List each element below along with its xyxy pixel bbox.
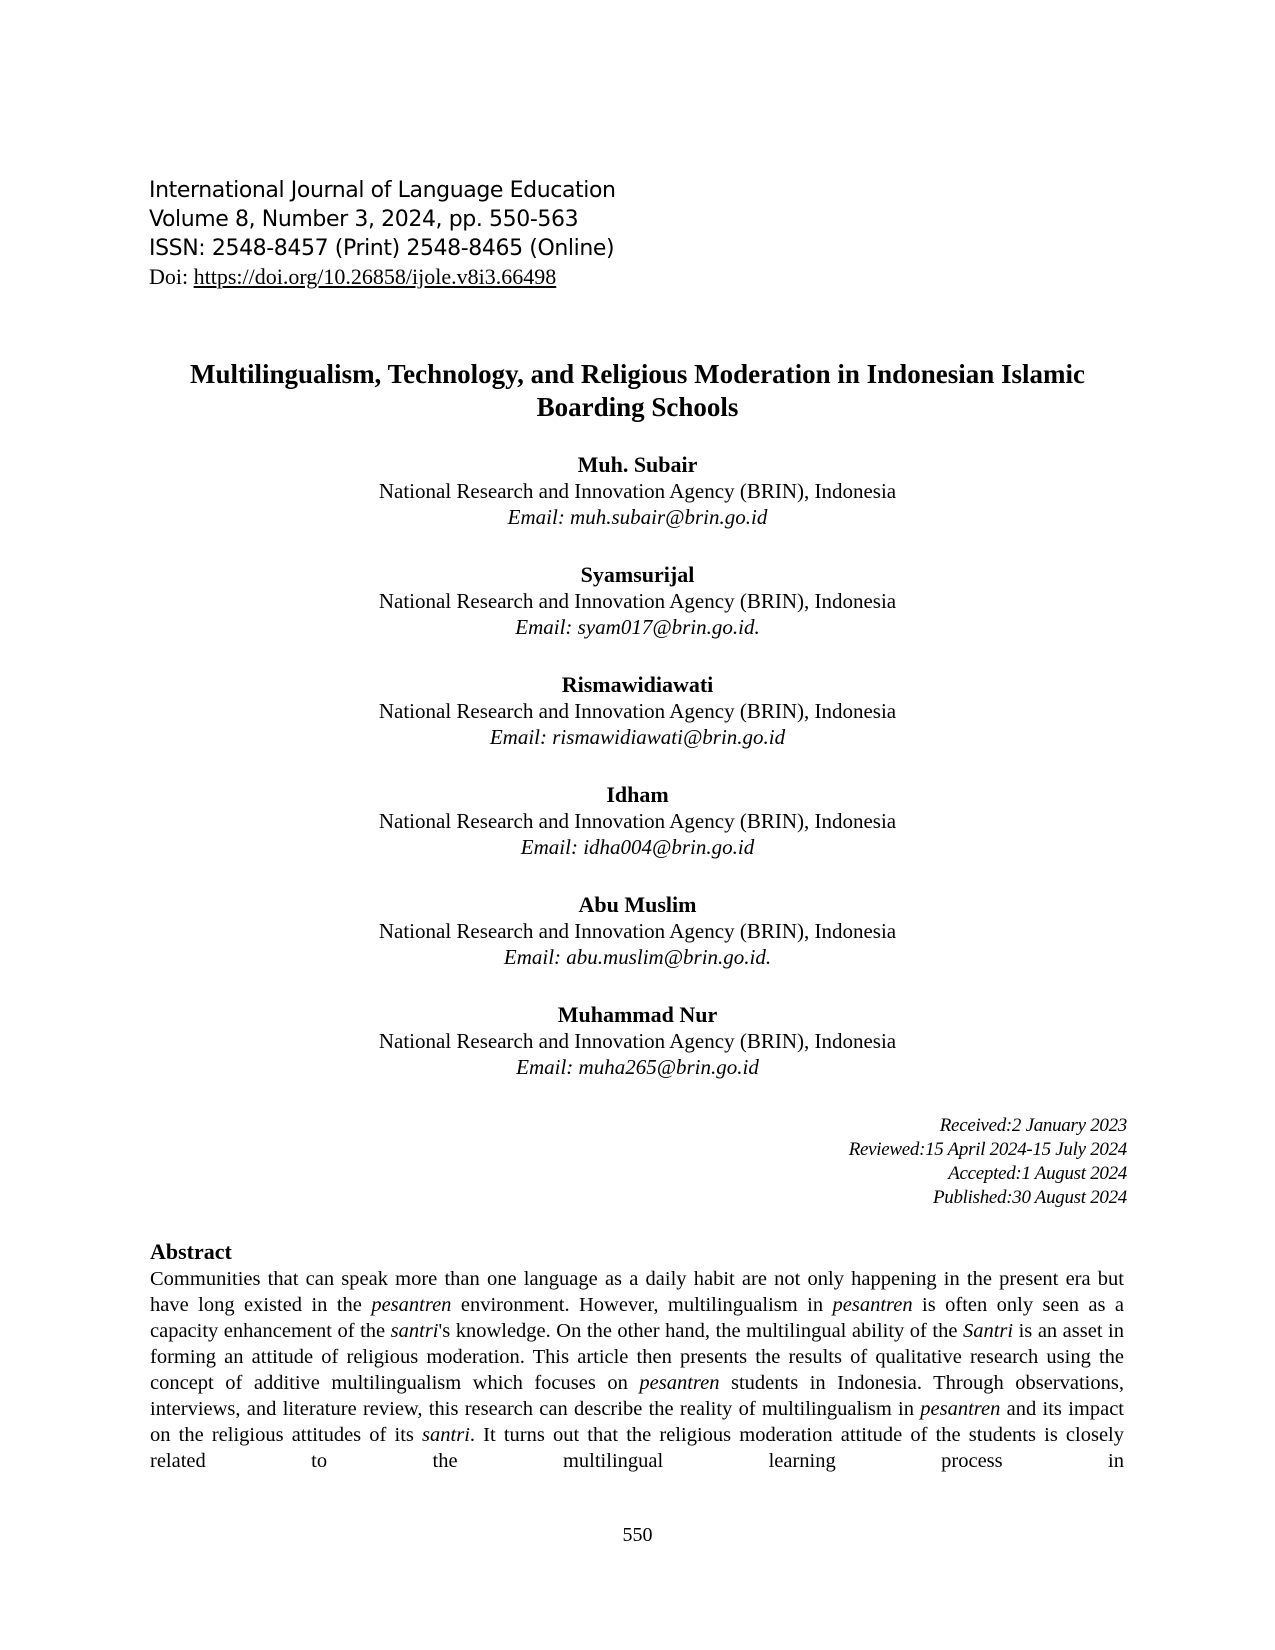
author-affiliation: National Research and Innovation Agency (BRIN), Indonesia (378, 479, 897, 503)
date-accepted: Accepted:1 August 2024 (948, 1163, 1127, 1184)
author-affiliation: National Research and Innovation Agency (BRIN), Indonesia (378, 809, 897, 833)
author-name: Abu Muslim (578, 892, 697, 917)
author-email: Email: abu.muslim@brin.go.id. (503, 945, 772, 969)
abstract-term: pesantren (832, 1294, 913, 1316)
author-block (140, 452, 1135, 562)
doi-label: Doi: (149, 264, 194, 289)
author-email: Email: rismawidiawati@brin.go.id (489, 725, 786, 749)
author-name: Syamsurijal (580, 562, 695, 587)
date-received: Received:2 January 2023 (939, 1115, 1127, 1136)
abstract-term: santri (390, 1320, 439, 1342)
doi-link[interactable]: https://doi.org/10.26858/ijole.v8i3.66498 (193, 264, 557, 289)
abstract-term: pesantren (639, 1372, 720, 1394)
author-email: Email: idha004@brin.go.id (520, 835, 755, 859)
author-block (140, 892, 1135, 1002)
publication-dates (849, 1114, 1127, 1210)
abstract-body (150, 1266, 1124, 1474)
author-affiliation: National Research and Innovation Agency (BRIN), Indonesia (378, 919, 897, 943)
journal-name: International Journal of Language Education (149, 178, 616, 203)
abstract-term: santri (422, 1424, 470, 1446)
abstract-section (150, 1238, 1124, 1474)
abstract-text: . It turns out that the religious moderation attitude of the students is closely related to the multilingual learning process in (150, 1424, 1124, 1472)
abstract-text: and its impact on the religious attitudes of its (150, 1398, 1124, 1446)
journal-doi (149, 263, 1049, 291)
abstract-text: environment. However, multilingualism in (451, 1294, 833, 1316)
abstract-text: students in Indonesia. Through observations, interviews, and literature review, this research can describe the reality of multilingualism in (150, 1372, 1124, 1420)
author-list (140, 452, 1135, 1112)
abstract-text: is an asset in forming an attitude of religious moderation. This article then presents the results of qualitative research using the concept of additive multilingualism which focuses on (150, 1320, 1125, 1394)
date-published: Published:30 August 2024 (932, 1187, 1127, 1208)
journal-issn: ISSN: 2548-8457 (Print) 2548-8465 (Online) (149, 236, 615, 261)
page-number: 550 (622, 1524, 653, 1546)
paper-title (140, 358, 1135, 424)
author-name: Muh. Subair (577, 452, 698, 477)
author-affiliation: National Research and Innovation Agency (BRIN), Indonesia (378, 1029, 897, 1053)
journal-volume: Volume 8, Number 3, 2024, pp. 550-563 (149, 207, 579, 232)
paper-title-line-2: Boarding Schools (536, 392, 739, 422)
author-block (140, 562, 1135, 672)
author-block (140, 1002, 1135, 1112)
author-name: Idham (606, 782, 669, 807)
author-name: Rismawidiawati (561, 672, 714, 697)
author-affiliation: National Research and Innovation Agency (BRIN), Indonesia (378, 589, 897, 613)
date-reviewed: Reviewed:15 April 2024-15 July 2024 (848, 1139, 1127, 1160)
author-email: Email: muh.subair@brin.go.id (507, 505, 768, 529)
abstract-text: Communities that can speak more than one language as a daily habit are not only happening in the present era but have long existed in the (150, 1268, 1124, 1316)
abstract-text: is often only seen as a capacity enhancement of the (150, 1294, 1124, 1342)
abstract-heading: Abstract (150, 1239, 232, 1264)
paper-title-line-1: Multilingualism, Technology, and Religious Moderation in Indonesian Islamic (190, 359, 1085, 389)
author-email: Email: syam017@brin.go.id. (515, 615, 760, 639)
author-email: Email: muha265@brin.go.id (516, 1055, 759, 1079)
abstract-term: pesantren (371, 1294, 452, 1316)
author-name: Muhammad Nur (557, 1002, 718, 1027)
abstract-text: 's knowledge. On the other hand, the multilingual ability of the (438, 1320, 963, 1342)
author-affiliation: National Research and Innovation Agency (BRIN), Indonesia (378, 699, 897, 723)
abstract-term: pesantren (920, 1398, 1001, 1420)
abstract-term: Santri (962, 1320, 1014, 1342)
author-block (140, 782, 1135, 892)
journal-header (149, 176, 1049, 291)
author-block (140, 672, 1135, 782)
